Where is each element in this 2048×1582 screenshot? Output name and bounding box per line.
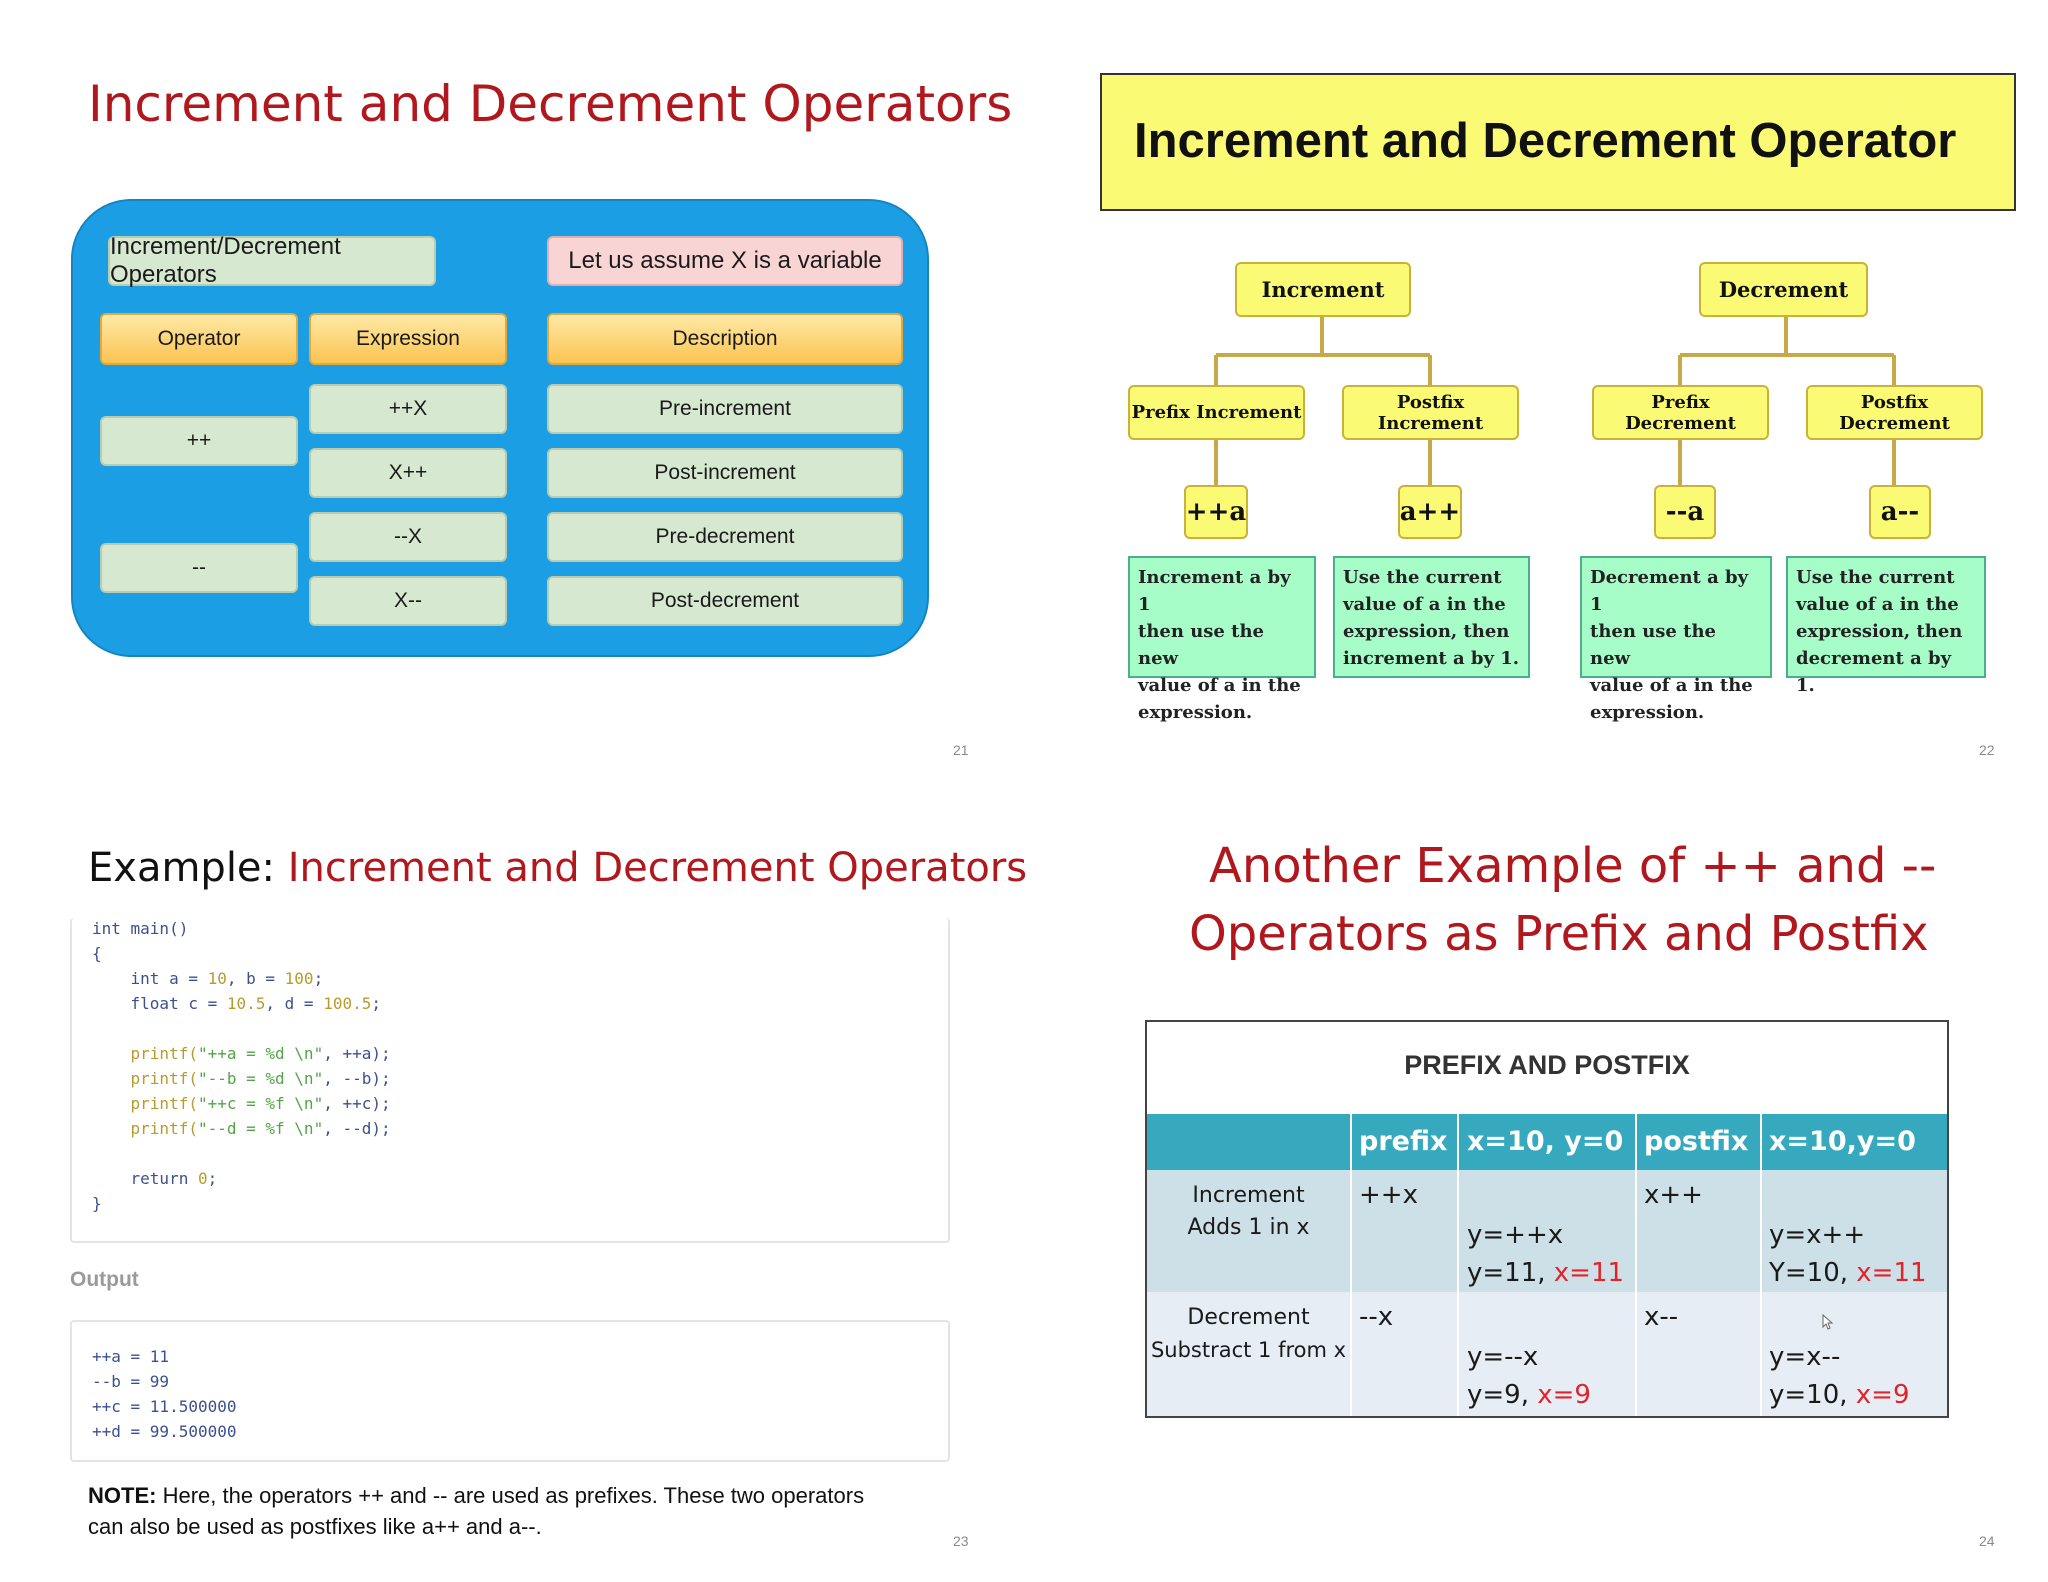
row-increment-postfix-result [1769, 1258, 1927, 1288]
prefix-increment-node: Prefix Increment [1128, 385, 1305, 440]
code-token: return [92, 1169, 198, 1188]
code-token: , --b); [323, 1069, 391, 1088]
column-expression: Expression [309, 313, 507, 365]
code-line-blank [92, 1141, 391, 1166]
example-post-decrement: a-- [1869, 485, 1931, 539]
code-token: printf( [92, 1094, 198, 1113]
note-text [88, 1480, 864, 1542]
code-line [92, 966, 391, 991]
note-line-2: can also be used as postfixes like a++ and a--. [88, 1514, 542, 1539]
example-pre-increment: ++a [1184, 485, 1248, 539]
desc-line: expression, then [1796, 621, 1963, 642]
desc-line: Use the current [1796, 567, 1955, 588]
header-prefix: prefix [1359, 1126, 1448, 1157]
code-token: printf( [92, 1119, 198, 1138]
operator-banner [1100, 73, 2016, 211]
row-decrement-postfix-expr: y=x-- [1769, 1342, 1841, 1372]
column-operator: Operator [100, 313, 298, 365]
code-line [92, 941, 391, 966]
code-token: "--d = %f \n" [197, 1119, 324, 1138]
page-number-22: 22 [1979, 742, 1995, 758]
result-x: x=9 [1537, 1380, 1591, 1410]
slide24-title-line2: Operators as Prefix and Postfix [1189, 906, 1929, 962]
code-token: printf( [92, 1069, 198, 1088]
prefix-decrement-node: Prefix Decrement [1592, 385, 1769, 440]
example-post-increment: a++ [1398, 485, 1462, 539]
operators-table-panel [71, 199, 929, 657]
desc-line: expression, then [1343, 621, 1510, 642]
slide23-title [88, 845, 1027, 891]
code-line [92, 1091, 391, 1116]
row-decrement-prefix-result [1467, 1380, 1591, 1410]
code-token: 10 [207, 969, 227, 988]
output-label: Output [70, 1268, 139, 1291]
output-line: ++c = 11.500000 [92, 1397, 237, 1416]
column-divider [1350, 1114, 1352, 1416]
example-pre-decrement: --a [1654, 485, 1716, 539]
column-divider [1457, 1114, 1459, 1416]
row-decrement-postfix: x-- [1644, 1302, 1679, 1332]
desc-line: value of a in the [1590, 675, 1753, 696]
desc-line: expression. [1590, 702, 1705, 723]
mouse-cursor-icon [1822, 1314, 1834, 1330]
result-y: y=9, [1467, 1380, 1538, 1410]
code-line [92, 1041, 391, 1066]
code-token: , ++c); [323, 1094, 391, 1113]
desc-line: value of a in the [1343, 594, 1506, 615]
output-panel [70, 1320, 950, 1462]
note-line1-text: Here, the operators ++ and -- are used as prefixes. These two operators [156, 1483, 865, 1508]
decrement-node: Decrement [1699, 262, 1868, 317]
code-line [92, 916, 391, 941]
expression-post-decrement: X-- [309, 576, 507, 626]
page-number-21: 21 [953, 742, 969, 758]
row-increment-postfix-expr: y=x++ [1769, 1220, 1866, 1250]
code-line [92, 991, 391, 1016]
code-token: printf( [92, 1044, 198, 1063]
postfix-decrement-node: Postfix Decrement [1806, 385, 1983, 440]
row-increment-prefix: ++x [1359, 1180, 1418, 1210]
postfix-increment-node: Postfix Increment [1342, 385, 1519, 440]
expression-pre-increment: ++X [309, 384, 507, 434]
prefix-postfix-table [1145, 1020, 1949, 1418]
row-increment-prefix-result [1467, 1258, 1624, 1288]
code-token: int main() [92, 919, 189, 938]
code-line [92, 1191, 391, 1216]
result-y: y=11, [1467, 1258, 1554, 1288]
code-token: float c = [92, 994, 227, 1013]
code-token: "++a = %d \n" [197, 1044, 324, 1063]
table-title: PREFIX AND POSTFIX [1404, 1050, 1690, 1080]
code-token: ; [313, 969, 324, 988]
code-token: { [92, 944, 102, 963]
desc-line: expression. [1138, 702, 1253, 723]
expression-post-increment: X++ [309, 448, 507, 498]
desc-line: Decrement a by 1 [1590, 567, 1749, 615]
description-post-decrement: Post-decrement [547, 576, 903, 626]
desc-line: Increment a by 1 [1138, 567, 1291, 615]
code-token: , --d); [323, 1119, 391, 1138]
code-token: , ++a); [323, 1044, 391, 1063]
column-description: Description [547, 313, 903, 365]
banner-title: Increment and Decrement Operator [1134, 114, 1957, 168]
row-increment-postfix: x++ [1644, 1180, 1703, 1210]
header-assume-variable: Let us assume X is a variable [547, 236, 903, 286]
output-line: ++a = 11 [92, 1347, 170, 1366]
code-token: 100.5 [323, 994, 372, 1013]
desc-line: increment a by 1. [1343, 648, 1520, 669]
code-token: } [92, 1194, 102, 1213]
desc-line: value of a in the [1138, 675, 1301, 696]
result-y: y=10, [1769, 1380, 1856, 1410]
output-line: ++d = 99.500000 [92, 1422, 237, 1441]
description-postfix-increment [1333, 556, 1530, 678]
code-token: , d = [265, 994, 324, 1013]
label-line: Decrement [1187, 1305, 1310, 1330]
desc-line: then use the new [1138, 621, 1264, 669]
result-y: Y=10, [1769, 1258, 1857, 1288]
description-post-increment: Post-increment [547, 448, 903, 498]
code-panel [70, 918, 950, 1243]
row-decrement-prefix: --x [1359, 1302, 1394, 1332]
code-token: 100 [284, 969, 314, 988]
slide23-title-rest: Increment and Decrement Operators [287, 845, 1028, 891]
code-token: , b = [226, 969, 285, 988]
desc-line: value of a in the [1796, 594, 1959, 615]
label-line: Increment [1192, 1183, 1305, 1208]
slide23-title-prefix: Example: [88, 845, 288, 891]
output-line: --b = 99 [92, 1372, 170, 1391]
label-line: Substract 1 from x [1150, 1338, 1347, 1362]
column-divider [1635, 1114, 1637, 1416]
page-number-24: 24 [1979, 1533, 1995, 1549]
description-postfix-decrement [1786, 556, 1986, 696]
code-token: ; [207, 1169, 218, 1188]
header-postfix: postfix [1644, 1126, 1749, 1157]
operator-increment: ++ [100, 416, 298, 466]
description-pre-increment: Pre-increment [547, 384, 903, 434]
description-prefix-increment [1128, 556, 1316, 723]
code-line [92, 1116, 391, 1141]
row-decrement-postfix-result [1769, 1380, 1910, 1410]
label-line: Adds 1 in x [1187, 1215, 1310, 1240]
header-postfix-values: x=10,y=0 [1769, 1126, 1916, 1157]
note-bold: NOTE: [88, 1483, 157, 1508]
code-token: 10.5 [226, 994, 266, 1013]
code-token: "--b = %d \n" [197, 1069, 324, 1088]
code-token: ; [371, 994, 381, 1013]
desc-line: then use the new [1590, 621, 1716, 669]
code-line [92, 1066, 391, 1091]
code-token: "++c = %f \n" [197, 1094, 324, 1113]
code-line [92, 1166, 391, 1191]
column-divider [1760, 1114, 1762, 1416]
header-prefix-values: x=10, y=0 [1467, 1126, 1624, 1157]
desc-line: decrement a by 1. [1796, 648, 1952, 696]
page-number-23: 23 [953, 1533, 969, 1549]
row-decrement-label [1147, 1302, 1350, 1366]
code-line-blank [92, 1016, 391, 1041]
slide24-title-line1: Another Example of ++ and -- [1209, 838, 1937, 894]
row-increment-label [1147, 1180, 1350, 1244]
row-increment-prefix-expr: y=++x [1467, 1220, 1564, 1250]
expression-pre-decrement: --X [309, 512, 507, 562]
operator-decrement: -- [100, 543, 298, 593]
row-decrement-prefix-expr: y=--x [1467, 1342, 1539, 1372]
description-pre-decrement: Pre-decrement [547, 512, 903, 562]
code-token: 0 [197, 1169, 208, 1188]
desc-line: Use the current [1343, 567, 1502, 588]
note-line-1 [88, 1480, 864, 1511]
description-prefix-decrement [1580, 556, 1772, 723]
result-x: x=11 [1553, 1258, 1625, 1288]
code-token: int a = [92, 969, 208, 988]
increment-node: Increment [1235, 262, 1411, 317]
slide21-title: Increment and Decrement Operators [88, 75, 1013, 133]
result-x: x=9 [1855, 1380, 1910, 1410]
result-x: x=11 [1856, 1258, 1927, 1288]
header-increment-decrement: Increment/Decrement Operators [108, 236, 436, 286]
